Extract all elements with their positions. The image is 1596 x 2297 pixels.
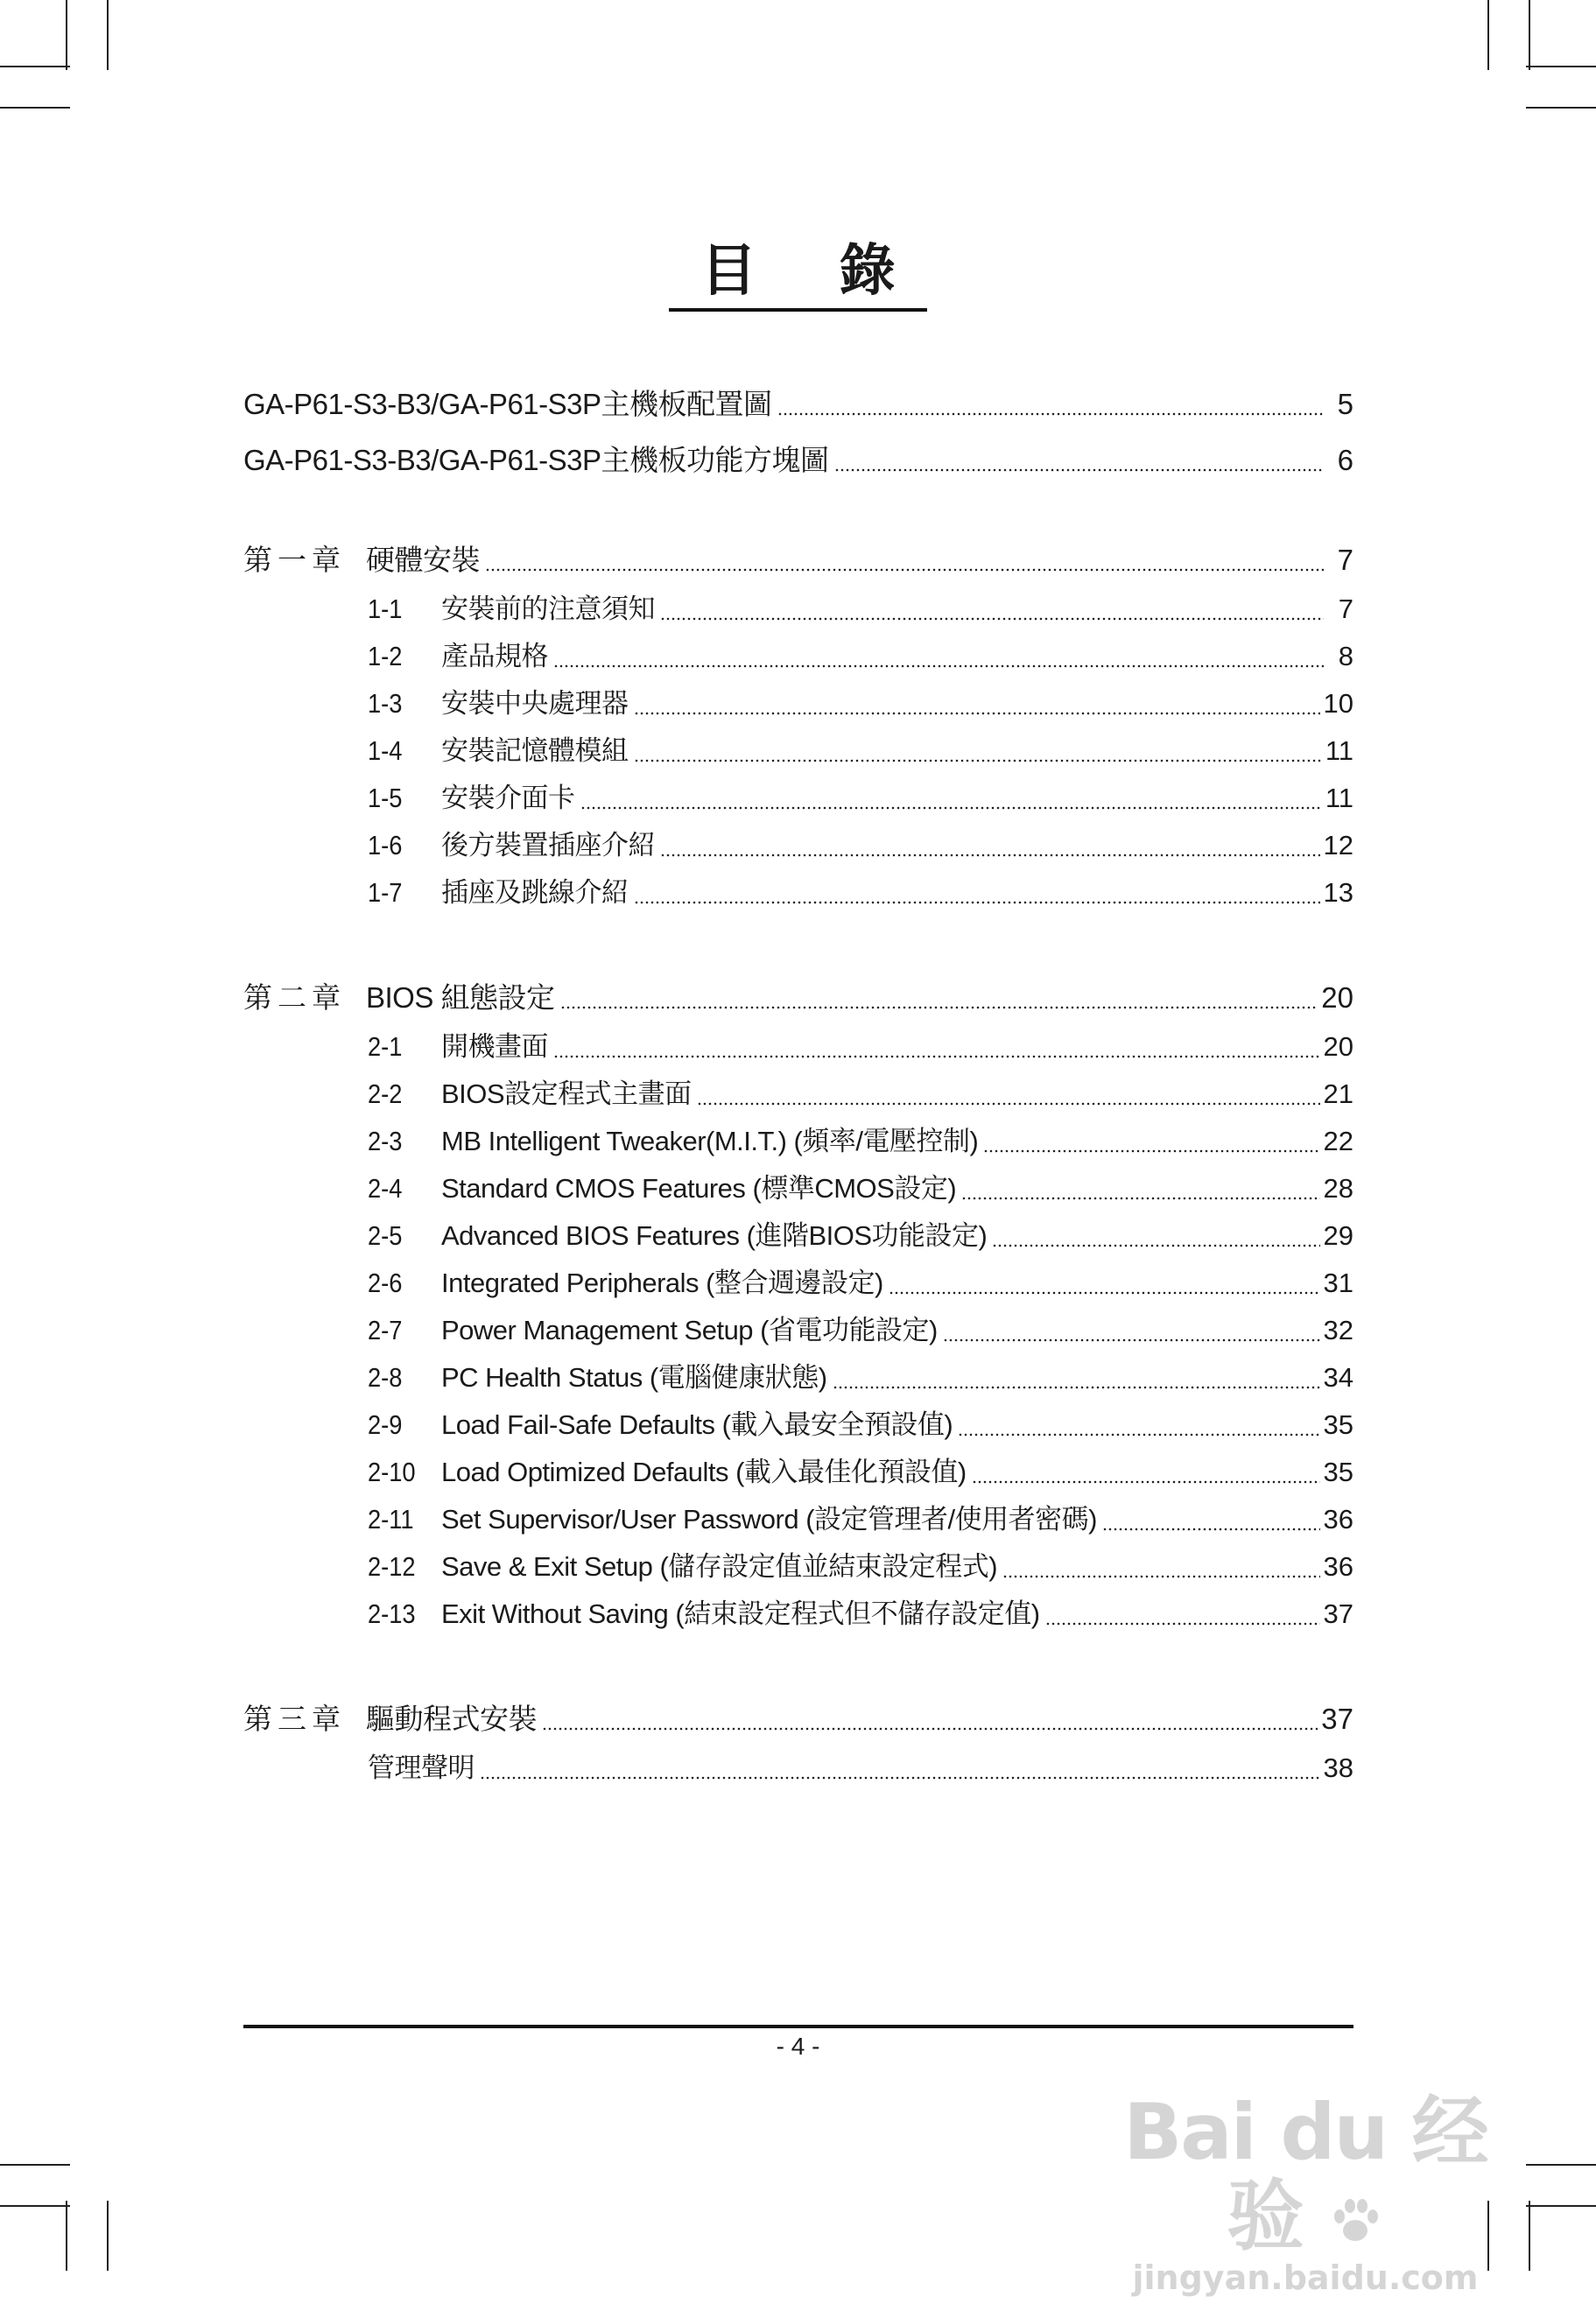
dot-leader [983, 1149, 1319, 1153]
dot-leader [634, 759, 1322, 762]
crop-mark [1529, 2201, 1530, 2271]
section-number: 1-5 [368, 783, 403, 813]
chapter-number: 第二章 [243, 980, 346, 1015]
section-title: 後方裝置插座介紹 [441, 830, 655, 860]
crop-mark [1526, 107, 1596, 109]
section-page: 29 [1323, 1220, 1353, 1251]
toc-chapter[interactable] [243, 1698, 1353, 1740]
section-title: Integrated Peripherals (整合週邊設定) [441, 1268, 883, 1298]
section-page: 8 [1338, 641, 1353, 671]
section-page: 7 [1338, 594, 1353, 624]
crop-mark [1487, 0, 1489, 70]
dot-leader [992, 1244, 1319, 1247]
crop-mark [66, 2201, 67, 2271]
section-page: 13 [1323, 877, 1353, 908]
section-number: 2-10 [368, 1457, 416, 1487]
dot-leader [580, 806, 1322, 810]
watermark-url: jingyan.baidu.com [1132, 2258, 1479, 2297]
crop-mark [107, 2201, 109, 2271]
section-title: 安裝中央處理器 [441, 688, 629, 719]
section-page: 37 [1323, 1598, 1353, 1629]
section-page: 11 [1325, 735, 1353, 766]
section-number: 1-4 [368, 735, 403, 766]
toc-entry[interactable] [243, 383, 1353, 425]
chapter-page: 20 [1321, 981, 1353, 1014]
dot-leader [553, 1055, 1320, 1058]
toc-section[interactable] [368, 1404, 1353, 1446]
section-number: 2-13 [368, 1598, 416, 1629]
toc-section[interactable] [368, 825, 1353, 867]
section-title: BIOS設定程式主畫面 [441, 1078, 692, 1109]
toc-entry[interactable] [243, 439, 1353, 481]
toc-section[interactable] [368, 683, 1353, 725]
section-page: 36 [1323, 1504, 1353, 1535]
section-title: Advanced BIOS Features (進階BIOS功能設定) [441, 1220, 988, 1251]
footer-rule [243, 2025, 1353, 2028]
section-page: 34 [1323, 1362, 1353, 1393]
section-page: 12 [1323, 830, 1353, 860]
section-title: Load Fail-Safe Defaults (載入最安全預設值) [441, 1409, 953, 1440]
section-number: 2-4 [368, 1173, 403, 1204]
section-page: 20 [1323, 1031, 1353, 1062]
crop-mark [1529, 0, 1530, 70]
dot-leader [777, 412, 1324, 416]
section-number: 2-11 [368, 1504, 414, 1535]
crop-mark [66, 0, 67, 70]
dot-leader [634, 712, 1320, 715]
section-title: Set Supervisor/User Password (設定管理者/使用者密碼) [441, 1504, 1097, 1535]
section-number: 2-7 [368, 1315, 403, 1345]
toc-section[interactable] [368, 636, 1353, 678]
toc-section[interactable] [368, 1310, 1353, 1352]
crop-mark [0, 66, 70, 67]
chapter-title: 硬體安裝 [366, 544, 480, 576]
toc-section[interactable] [368, 1120, 1353, 1163]
section-number: 1-6 [368, 830, 403, 860]
toc-section[interactable] [368, 777, 1353, 819]
section-title: Load Optimized Defaults (載入最佳化預設值) [441, 1457, 967, 1487]
section-page: 21 [1323, 1078, 1353, 1109]
section-page: 35 [1323, 1457, 1353, 1487]
toc-section[interactable] [368, 1357, 1353, 1399]
toc-entry-label: GA-P61-S3-B3/GA-P61-S3P主機板功能方塊圖 [243, 444, 829, 476]
section-number: 2-12 [368, 1551, 416, 1582]
section-title: MB Intelligent Tweaker(M.I.T.) (頻率/電壓控制) [441, 1126, 979, 1156]
chapter-page: 7 [1337, 544, 1353, 576]
dot-leader [972, 1480, 1320, 1484]
watermark-logo [1121, 2087, 1489, 2261]
crop-mark [0, 2164, 70, 2166]
dot-leader [480, 1776, 1320, 1780]
section-number: 1-1 [368, 594, 403, 624]
section-page: 11 [1325, 783, 1353, 813]
section-title: Save & Exit Setup (儲存設定值並結束設定程式) [441, 1551, 998, 1582]
table-of-contents [243, 0, 1353, 2013]
section-page: 32 [1323, 1315, 1353, 1345]
section-title: 安裝介面卡 [441, 783, 575, 813]
section-title: Exit Without Saving (結束設定程式但不儲存設定值) [441, 1598, 1040, 1629]
section-title: PC Health Status (電腦健康狀態) [441, 1362, 827, 1393]
toc-section[interactable] [368, 872, 1353, 914]
section-number: 2-1 [368, 1031, 403, 1062]
section-number: 2-6 [368, 1268, 403, 1298]
dot-leader [634, 901, 1320, 904]
section-number: 1-3 [368, 688, 403, 719]
crop-mark [1526, 2164, 1596, 2166]
toc-entry-page: 6 [1337, 444, 1353, 476]
section-title: 安裝記憶體模組 [441, 735, 629, 766]
section-page: 28 [1323, 1173, 1353, 1204]
section-page: 35 [1323, 1409, 1353, 1440]
chapter-number: 第一章 [243, 543, 346, 577]
dot-leader [958, 1433, 1319, 1437]
toc-entry-page: 5 [1337, 388, 1353, 420]
toc-section[interactable] [368, 1593, 1353, 1635]
dot-leader [833, 1386, 1320, 1389]
section-number: 2-3 [368, 1126, 403, 1156]
dot-leader [485, 568, 1324, 572]
crop-mark [0, 2205, 70, 2207]
dot-leader [660, 853, 1320, 857]
crop-mark [1526, 66, 1596, 67]
section-number: 1-7 [368, 877, 403, 908]
dot-leader [943, 1338, 1320, 1342]
chapter-title: 驅動程式安裝 [366, 1703, 537, 1735]
toc-chapter[interactable] [243, 539, 1353, 581]
toc-section[interactable] [368, 588, 1353, 630]
section-title: 產品規格 [441, 641, 548, 671]
section-title: Power Management Setup (省電功能設定) [441, 1315, 938, 1345]
chapter-title: BIOS 組態設定 [366, 981, 555, 1014]
section-page: 22 [1323, 1126, 1353, 1156]
toc-section[interactable] [368, 1262, 1353, 1304]
dot-leader [560, 1006, 1318, 1009]
section-number: 2-2 [368, 1078, 403, 1109]
chapter-number: 第三章 [243, 1702, 346, 1736]
page-number: - 4 - [776, 2033, 820, 2060]
section-number: 2-5 [368, 1220, 403, 1251]
toc-section[interactable] [368, 1215, 1353, 1257]
section-number: 2-9 [368, 1409, 403, 1440]
dot-leader [961, 1197, 1319, 1200]
crop-mark [0, 107, 70, 109]
toc-section[interactable] [368, 1073, 1353, 1115]
toc-section[interactable] [368, 1747, 1353, 1789]
section-page: 31 [1323, 1268, 1353, 1298]
section-page: 38 [1323, 1753, 1353, 1783]
section-number: 2-8 [368, 1362, 403, 1393]
toc-section[interactable] [368, 1168, 1353, 1210]
section-page: 36 [1323, 1551, 1353, 1582]
dot-leader [542, 1727, 1318, 1731]
section-title: 開機畫面 [441, 1031, 548, 1062]
toc-chapter[interactable] [243, 977, 1353, 1019]
section-title: 管理聲明 [368, 1753, 475, 1783]
dot-leader [1045, 1622, 1320, 1626]
dot-leader [889, 1291, 1320, 1295]
watermark [1121, 2087, 1489, 2297]
section-title: 插座及跳線介紹 [441, 877, 629, 908]
toc-section[interactable] [368, 1546, 1353, 1588]
section-title: 安裝前的注意須知 [441, 594, 655, 624]
toc-section[interactable] [368, 1451, 1353, 1493]
crop-mark [107, 0, 109, 70]
toc-section[interactable] [368, 1499, 1353, 1541]
dot-leader [1002, 1575, 1319, 1578]
watermark-logo-text: Bai du 经验 [1123, 2087, 1487, 2261]
chapter-page: 37 [1321, 1703, 1353, 1735]
toc-section[interactable] [368, 1026, 1353, 1068]
toc-section[interactable] [368, 730, 1353, 772]
crop-mark [1526, 2205, 1596, 2207]
dot-leader [697, 1102, 1320, 1106]
paw-icon [1327, 2194, 1383, 2250]
dot-leader [834, 468, 1324, 472]
section-page: 10 [1323, 688, 1353, 719]
dot-leader [660, 617, 1324, 621]
page-title-text: 目 錄 [669, 235, 926, 312]
dot-leader [553, 664, 1324, 668]
section-number: 1-2 [368, 641, 403, 671]
section-title: Standard CMOS Features (標準CMOS設定) [441, 1173, 957, 1204]
dot-leader [1102, 1528, 1320, 1531]
toc-entry-label: GA-P61-S3-B3/GA-P61-S3P主機板配置圖 [243, 388, 772, 420]
